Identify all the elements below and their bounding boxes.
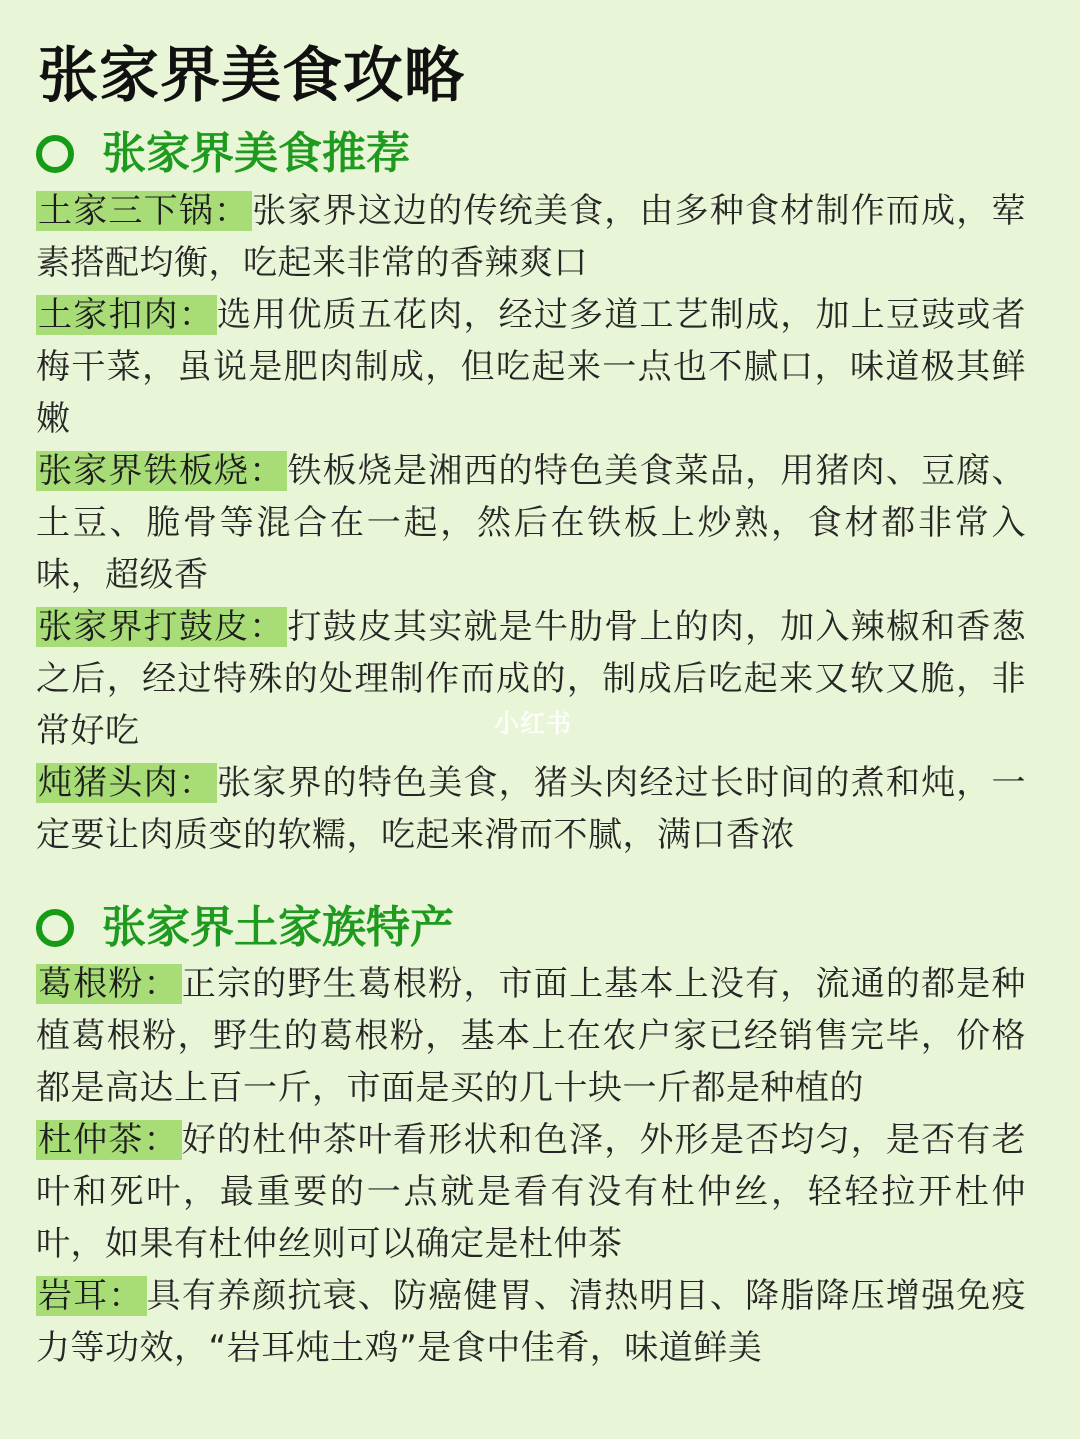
section-title-text: 张家界土家族特产	[102, 902, 454, 953]
specialty-name: 岩耳：	[36, 1276, 147, 1316]
food-entry	[36, 289, 1026, 445]
food-name: 张家界打鼓皮：	[36, 607, 287, 647]
circle-icon	[36, 135, 74, 173]
food-description: 选用优质五花肉，经过多道工艺制成，加上豆豉或者梅干菜，虽说是肥肉制成，但吃起来一点也不腻口，味道极其鲜嫩	[36, 295, 1027, 439]
food-description: 打鼓皮其实就是牛肋骨上的肉，加入辣椒和香葱之后，经过特殊的处理制作而成的，制成后吃起来又软又脆，非常好吃	[36, 607, 1027, 751]
food-name: 土家三下锅：	[36, 191, 252, 231]
specialty-entry	[36, 958, 1026, 1114]
food-name: 张家界铁板烧：	[36, 451, 287, 491]
specialty-entry	[36, 1114, 1026, 1270]
watermark: 小红书	[494, 709, 573, 738]
specialty-entry	[36, 1270, 1026, 1374]
specialty-description: 具有养颜抗衰、防癌健胃、清热明目、降脂降压增强免疫力等功效，“岩耳炖土鸡”是食中佳肴，味道鲜美	[36, 1276, 1027, 1368]
specialty-description: 好的杜仲茶叶看形状和色泽，外形是否均匀，是否有老叶和死叶，最重要的一点就是看有没有杜仲丝，轻轻拉开杜仲叶，如果有杜仲丝则可以确定是杜仲茶	[36, 1120, 1027, 1264]
food-entry	[36, 757, 1026, 861]
section-title-text: 张家界美食推荐	[102, 128, 410, 179]
specialty-description: 正宗的野生葛根粉，市面上基本上没有，流通的都是种植葛根粉，野生的葛根粉，基本上在农户家已经销售完毕，价格都是高达上百一斤，市面是买的几十块一斤都是种植的	[36, 964, 1027, 1108]
food-description: 铁板烧是湘西的特色美食菜品，用猪肉、豆腐、土豆、脆骨等混合在一起，然后在铁板上炒熟，食材都非常入味，超级香	[36, 451, 1027, 595]
food-entry	[36, 185, 1026, 289]
specialties-list	[36, 958, 1026, 1374]
section-title-food-recommendations	[36, 122, 410, 186]
section-title-specialties	[36, 896, 454, 960]
food-recommendations-list	[36, 185, 1026, 861]
specialty-name: 葛根粉：	[36, 964, 182, 1004]
food-name: 土家扣肉：	[36, 295, 217, 335]
food-description: 张家界这边的传统美食，由多种食材制作而成，荤素搭配均衡，吃起来非常的香辣爽口	[36, 191, 1027, 283]
food-name: 炖猪头肉：	[36, 763, 217, 803]
circle-icon	[36, 909, 74, 947]
page-title: 张家界美食攻略	[38, 41, 465, 111]
food-description: 张家界的特色美食，猪头肉经过长时间的煮和炖，一定要让肉质变的软糯，吃起来滑而不腻，满口香浓	[36, 763, 1027, 855]
food-entry	[36, 445, 1026, 601]
specialty-name: 杜仲茶：	[36, 1120, 182, 1160]
